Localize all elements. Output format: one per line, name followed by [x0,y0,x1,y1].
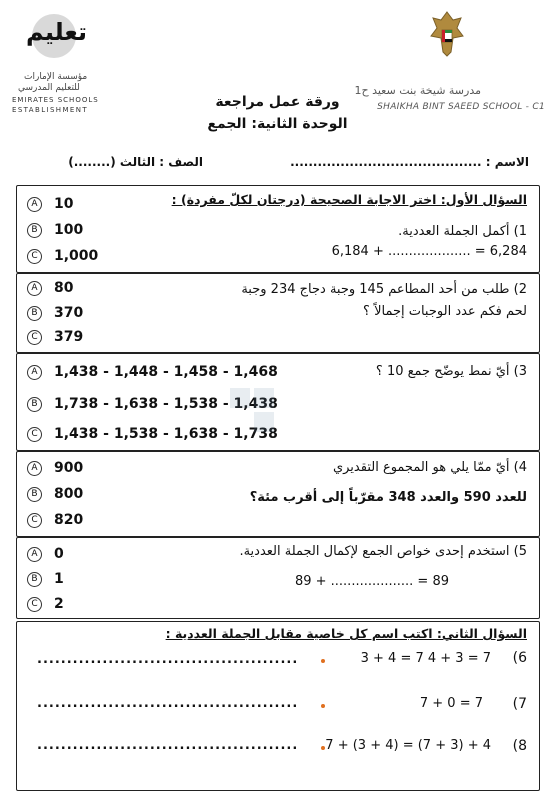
bullet-icon [321,746,325,750]
option-letter-c: C [27,330,42,345]
section-1-title: السؤال الأول: اختر الاجابة الصحيحة (درجتان لكلّ مفردة) : [171,192,527,207]
option-c-value: 379 [54,329,84,345]
option-letter-b: B [27,306,42,321]
question-2-text-1: 2) طلب من أحد المطاعم 145 وجبة دجاج 234 وجبة [241,282,527,297]
option-a[interactable] [27,196,73,212]
option-a-value: 900 [54,460,84,476]
option-b-value: 1 [54,571,64,587]
item-8-number: (8 [512,738,527,754]
option-letter-c: C [27,597,42,612]
option-b-value: 370 [54,305,84,321]
item-7-number: (7 [512,696,527,712]
option-c[interactable] [27,329,83,345]
option-b-value: 1,738 - 1,638 - 1,538 - 1,438 [54,396,278,412]
item-6-number: (6 [512,650,527,666]
option-c-value: 2 [54,596,64,612]
question-2-box [16,273,540,353]
section-2-title: السؤال الثاني: اكتب اسم كل خاصية مقابل الجملة العددية : [165,626,527,641]
option-a-value: 80 [54,280,74,296]
item-7-equation: 7 + 0 = 7 [419,696,483,711]
question-5-box [16,537,540,619]
brand-word: تعليم [26,18,87,46]
option-a-value: 10 [54,196,74,212]
option-letter-c: C [27,249,42,264]
item-7-answer-line[interactable]: ............................................ [37,696,299,711]
option-letter-b: B [27,572,42,587]
item-6-equation: 3 + 4 = 7 4 + 3 = 7 [360,651,491,666]
option-a[interactable] [27,546,64,562]
establishment-arabic-1: مؤسسة الإمارات [24,72,88,82]
option-letter-a: A [27,281,42,296]
option-b-value: 800 [54,486,84,502]
option-a-value: 0 [54,546,64,562]
question-5-equation: 89 + .................... = 89 [294,574,449,589]
option-c-value: 820 [54,512,84,528]
item-6-answer-line[interactable]: ............................................ [37,652,299,667]
option-letter-c: C [27,513,42,528]
establishment-english-2: ESTABLISHMENT [12,106,89,114]
watermark-logo-icon [210,378,340,438]
option-a-value: 1,438 - 1,448 - 1,458 - 1,468 [54,364,278,380]
question-3-text: 3) أيّ نمط يوضّح جمع 10 ؟ [375,364,527,379]
option-b[interactable] [27,486,83,502]
option-letter-b: B [27,487,42,502]
worksheet-subtitle: الوحدة الثانية: الجمع [207,116,348,132]
option-letter-a: A [27,461,42,476]
student-name-field[interactable]: الاسم : .......................................... [290,155,529,169]
school-name-arabic: مدرسة شيخة بنت سعيد ح1 [354,84,481,97]
bullet-icon [321,704,325,708]
question-5-text: 5) استخدم إحدى خواص الجمع لإكمال الجملة العددية. [239,544,527,559]
question-1-text: 1) أكمل الجملة العددية. [398,224,527,239]
option-letter-b: B [27,397,42,412]
option-c-value: 1,438 - 1,538 - 1,638 - 1,738 [54,426,278,442]
establishment-english-1: EMIRATES SCHOOLS [12,96,99,104]
item-8-answer-line[interactable]: ............................................ [37,738,299,753]
item-8-equation: 7 + (3 + 4) = (7 + 3) + 4 [325,738,491,753]
school-name-english: SHAIKHA BINT SAEED SCHOOL - C1 [377,102,545,112]
worksheet-title: ورقة عمل مراجعة [215,94,340,110]
question-4-box [16,451,540,537]
grade-field[interactable]: الصف : الثالث (........) [68,155,203,169]
question-1-box [16,185,540,273]
option-b[interactable] [27,305,83,321]
question-2-text-2: لحم فكم عدد الوجبات إجمالاً ؟ [363,304,527,319]
option-letter-c: C [27,427,42,442]
option-c-value: 1,000 [54,248,99,264]
option-a[interactable] [27,460,83,476]
option-letter-a: A [27,197,42,212]
option-b-value: 100 [54,222,84,238]
establishment-arabic-2: للتعليم المدرسي [18,83,80,93]
uae-emblem-icon [427,8,467,60]
option-letter-b: B [27,223,42,238]
option-c[interactable] [27,512,83,528]
option-letter-a: A [27,547,42,562]
option-letter-a: A [27,365,42,380]
option-a[interactable] [27,280,73,296]
option-b[interactable] [27,222,83,238]
bullet-icon [321,659,325,663]
option-c[interactable] [27,596,64,612]
question-4-text-1: 4) أيّ ممّا يلي هو المجموع التقديري [332,460,527,475]
question-4-text-2: للعدد 590 والعدد 348 مقرّباً إلى أقرب مئة؟ [249,490,527,505]
option-c[interactable] [27,248,98,264]
question-1-equation: 6,184 + .................... = 6,284 [331,244,527,259]
section-2-box [16,621,540,791]
option-b[interactable] [27,571,64,587]
